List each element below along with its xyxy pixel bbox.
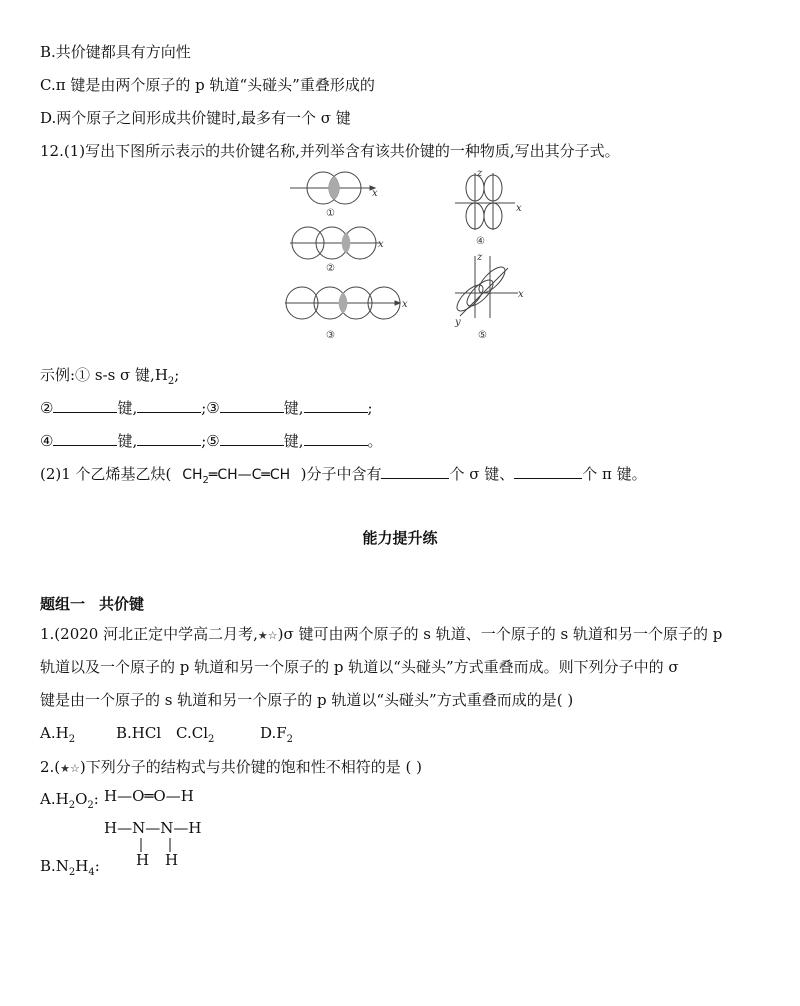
- option-c-text: C.π 键是由两个原子的 p 轨道“头碰头”重叠形成的: [40, 76, 375, 94]
- n2h4-structure-main: H—N—N—H: [104, 819, 202, 837]
- h2o2-structure: H—O═O—H: [104, 787, 194, 805]
- orbital-diagram-4: [455, 173, 515, 230]
- question-1-line-1: 1.(2020 河北正定中学高二月考,★☆)σ 键可由两个原子的 s 轨道、一个原子的 s 轨道和另一个原子的 p: [40, 625, 723, 643]
- question-2-option-a[interactable]: $A.H_2O_2$:: [40, 790, 99, 811]
- answer-blank[interactable]: [53, 430, 117, 446]
- axis-label-z-4: z: [477, 168, 483, 179]
- n2h4-h-right: H: [165, 851, 179, 869]
- axis-label-z-5: z: [477, 252, 483, 263]
- example-line: [40, 365, 179, 392]
- option-b[interactable]: B.HCl: [116, 724, 162, 742]
- answer-blank[interactable]: [137, 430, 201, 446]
- axis-label-y-5: y: [455, 317, 461, 328]
- q12-2-mid: 个 σ 键、: [449, 465, 515, 483]
- figure-label-5: ⑤: [478, 330, 487, 341]
- section-title: 能力提升练: [362, 529, 438, 547]
- question-12-part-2: [40, 463, 647, 491]
- question-12-prompt: 12.(1)写出下图所示表示的共价键名称,并列举含有该共价键的一种物质,写出其分子式。: [40, 142, 620, 160]
- option-d[interactable]: $D.F_2$: [260, 724, 294, 745]
- option-c[interactable]: $C.Cl_2$: [176, 724, 215, 745]
- question-1-line-2: 轨道以及一个原子的 p 轨道和另一个原子的 p 轨道以“头碰头”方式重叠而成。则下列分子中的 σ: [40, 658, 679, 676]
- fill-row-2: [40, 430, 383, 451]
- fill-label-3: ;③: [201, 399, 220, 417]
- fill-text: 键,: [283, 432, 304, 450]
- answer-blank[interactable]: [220, 397, 284, 413]
- orbital-diagram-2: [290, 227, 380, 259]
- fill-text: 键,: [117, 432, 138, 450]
- example-suffix: ;: [174, 366, 180, 384]
- difficulty-star-icon: ★☆: [257, 629, 278, 642]
- n2h4-h-left: H: [136, 851, 150, 869]
- fill-label-2: ②: [40, 399, 54, 417]
- answer-blank[interactable]: [137, 397, 201, 413]
- fill-end: ;: [367, 399, 373, 417]
- fill-text: 键,: [117, 399, 138, 417]
- q12-2-prefix: (2)1 个乙烯基乙炔(: [40, 465, 172, 483]
- figure-label-4: ④: [476, 236, 485, 247]
- orbital-overlap-figure: [280, 168, 540, 348]
- difficulty-star-icon: ★☆: [60, 762, 80, 775]
- example-subscript: 2: [167, 376, 175, 387]
- example-text: 示例:① s-s σ 键,H: [40, 366, 168, 384]
- answer-blank[interactable]: [220, 430, 284, 446]
- question-1-line-3: 键是由一个原子的 s 轨道和另一个原子的 p 轨道以“头碰头”方式重叠而成的是( ): [40, 691, 574, 709]
- axis-label-x-5: x: [518, 289, 524, 300]
- question-1-options: [40, 723, 293, 750]
- option-b-text: B.共价键都具有方向性: [40, 43, 191, 61]
- q12-2-suffix: )分子中含有: [300, 465, 382, 483]
- orbital-diagram-5: [453, 256, 518, 318]
- option-d-text: D.两个原子之间形成共价键时,最多有一个 σ 键: [40, 109, 351, 127]
- answer-blank[interactable]: [381, 463, 449, 479]
- fill-text: 键,: [283, 399, 304, 417]
- question-2-option-b[interactable]: $B.N_2H_4$:: [40, 857, 100, 878]
- fill-label-5: ;⑤: [201, 432, 220, 450]
- axis-label-x-1: x: [372, 188, 378, 199]
- question-2-prompt: 2.(★☆)下列分子的结构式与共价键的饱和性不相符的是 ( ): [40, 758, 423, 776]
- fill-row-1: [40, 397, 373, 418]
- option-a[interactable]: $A.H_2$: [40, 724, 76, 745]
- answer-blank[interactable]: [514, 463, 582, 479]
- q12-2-end: 个 π 键。: [582, 465, 647, 483]
- vinylacetylene-formula: $CH_2═CH—C═CH$: [182, 467, 291, 486]
- fill-end: 。: [367, 432, 383, 450]
- figure-label-1: ①: [326, 208, 335, 219]
- figure-label-3: ③: [326, 330, 335, 341]
- figure-label-2: ②: [326, 263, 335, 274]
- answer-blank[interactable]: [304, 430, 368, 446]
- axis-label-x-4: x: [516, 203, 522, 214]
- axis-label-x-3: x: [402, 299, 408, 310]
- answer-blank[interactable]: [304, 397, 368, 413]
- orbital-diagram-1: [290, 172, 375, 204]
- axis-label-x-2: x: [378, 239, 384, 250]
- group-title: 题组一 共价键: [40, 595, 145, 613]
- orbital-diagram-3: [285, 287, 400, 319]
- answer-blank[interactable]: [53, 397, 117, 413]
- fill-label-4: ④: [40, 432, 54, 450]
